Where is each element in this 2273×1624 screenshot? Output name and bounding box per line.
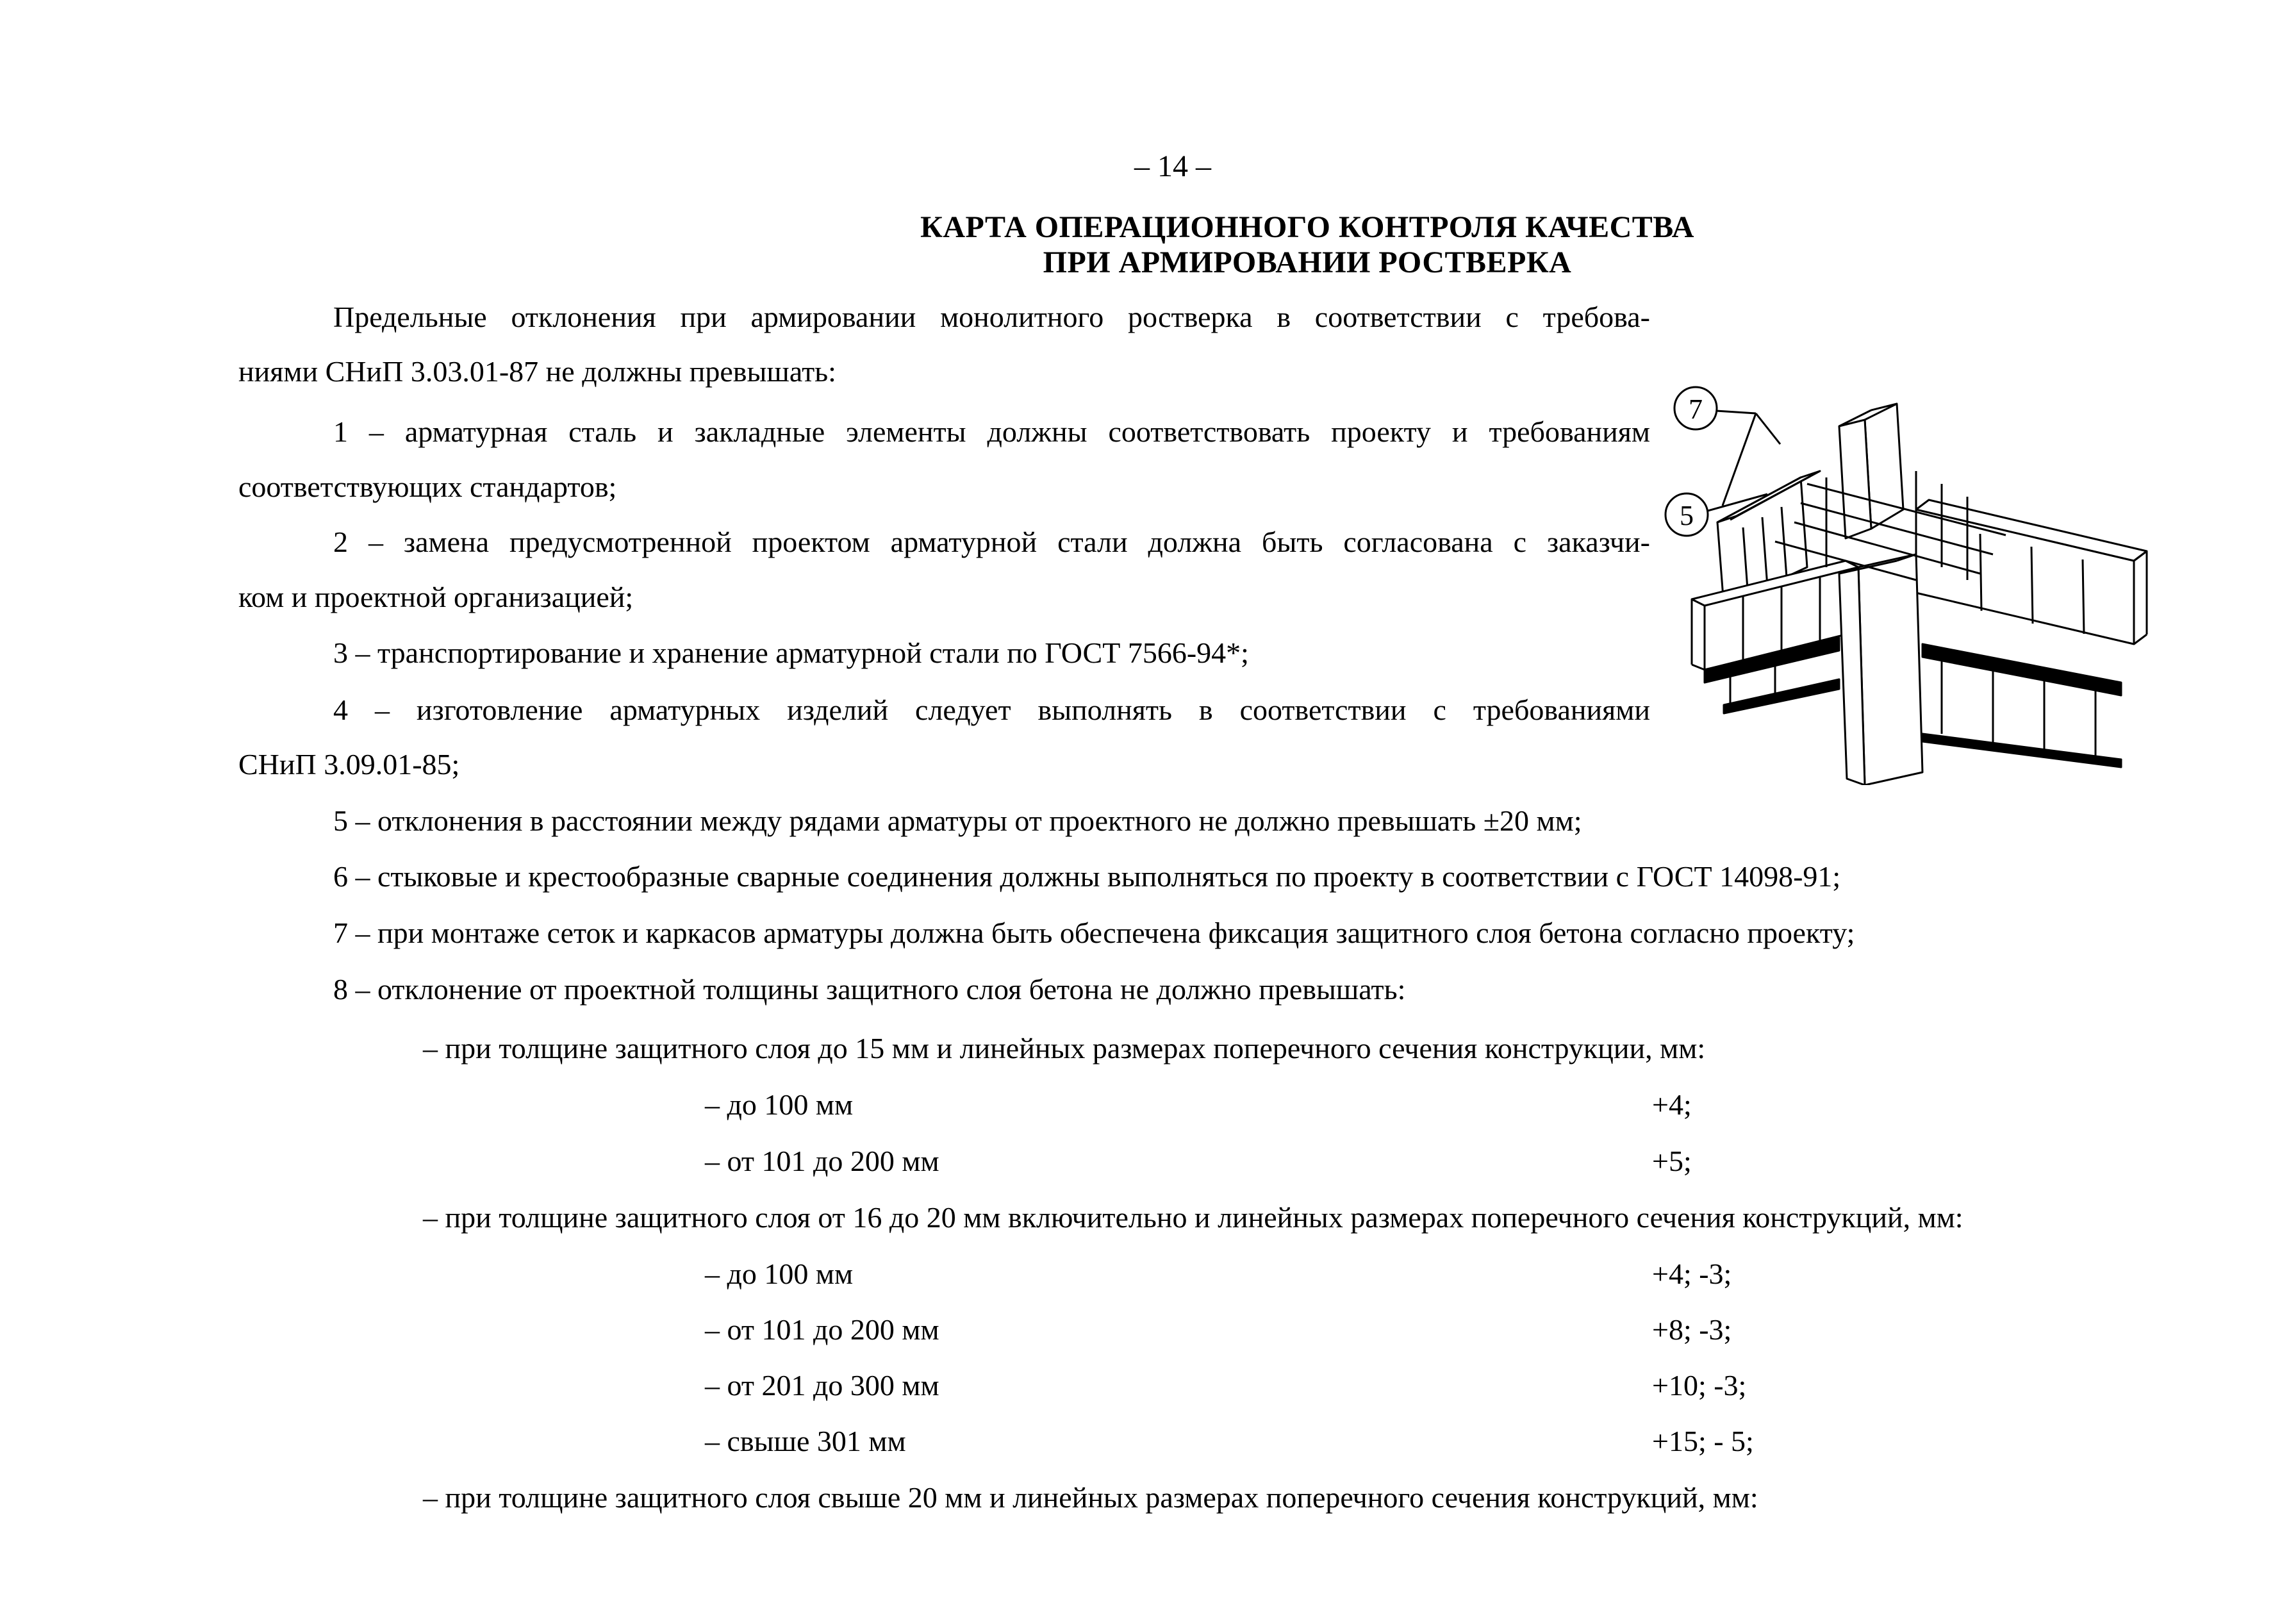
item-4-line-2: СНиП 3.09.01-85;: [238, 748, 460, 781]
group-1-row-2-label: – от 101 до 200 мм: [705, 1145, 939, 1177]
page-number: – 14 –: [1134, 149, 1211, 183]
group-2-row-4-value: +15; - 5;: [1652, 1425, 1754, 1457]
group-2-row-4-label: – свыше 301 мм: [705, 1425, 906, 1457]
item-7: 7 – при монтаже сеток и каркасов арматуры должна быть обеспечена фиксация защитного слоя бетона согласно проекту;: [333, 916, 1855, 949]
group-1-heading: – при толщине защитного слоя до 15 мм и линейных размерах поперечного сечения конструкции, мм:: [423, 1032, 1706, 1065]
group-2-row-1-value: +4; -3;: [1652, 1257, 1732, 1290]
item-2-line-2: ком и проектной организацией;: [238, 581, 634, 613]
group-2-heading: – при толщине защитного слоя от 16 до 20 мм включительно и линейных размерах поперечного сечения конструкций, мм:: [423, 1201, 1963, 1234]
group-2-row-1-label: – до 100 мм: [705, 1257, 854, 1290]
group-1-row-1-label: – до 100 мм: [705, 1088, 854, 1121]
rebar-cage-drawing: [1647, 375, 2185, 785]
group-1-row-2-value: +5;: [1652, 1145, 1692, 1177]
intro-line-1: Предельные отклонения при армировании монолитного ростверка в соответствии с требова-: [333, 301, 1650, 333]
item-1-line-2: соответствующих стандартов;: [238, 470, 617, 503]
group-2-row-2-label: – от 101 до 200 мм: [705, 1313, 939, 1346]
group-2-row-3-value: +10; -3;: [1652, 1369, 1747, 1402]
page-title-line-1: КАРТА ОПЕРАЦИОННОГО КОНТРОЛЯ КАЧЕСТВА: [920, 210, 1694, 244]
item-5: 5 – отклонения в расстоянии между рядами арматуры от проектного не должно превышать ±20 мм;: [333, 804, 1582, 837]
item-2-line-1: 2 – замена предусмотренной проектом арматурной стали должна быть согласована с заказчи-: [333, 526, 1650, 558]
item-6: 6 – стыковые и крестообразные сварные соединения должны выполняться по проекту в соответствии с ГОСТ 14098-91;: [333, 860, 1841, 893]
page-title-line-2: ПРИ АРМИРОВАНИИ РОСТВЕРКА: [1043, 245, 1572, 279]
item-3: 3 – транспортирование и хранение арматурной стали по ГОСТ 7566-94*;: [333, 636, 1249, 669]
group-2-row-2-value: +8; -3;: [1652, 1313, 1732, 1346]
group-3-heading: – при толщине защитного слоя свыше 20 мм и линейных размерах поперечного сечения конструкций, мм:: [423, 1481, 1758, 1514]
group-1-row-1-value: +4;: [1652, 1088, 1692, 1121]
item-8: 8 – отклонение от проектной толщины защитного слоя бетона не должно превышать:: [333, 973, 1406, 1006]
intro-line-2: ниями СНиП 3.03.01-87 не должны превышать:: [238, 355, 836, 388]
item-4-line-1: 4 – изготовление арматурных изделий следует выполнять в соответствии с требованиями: [333, 693, 1650, 726]
group-2-row-3-label: – от 201 до 300 мм: [705, 1369, 939, 1402]
callout-5-label: 5: [1680, 500, 1694, 531]
callout-7-label: 7: [1689, 394, 1703, 425]
item-1-line-1: 1 – арматурная сталь и закладные элементы должны соответствовать проекту и требованиям: [333, 415, 1650, 448]
